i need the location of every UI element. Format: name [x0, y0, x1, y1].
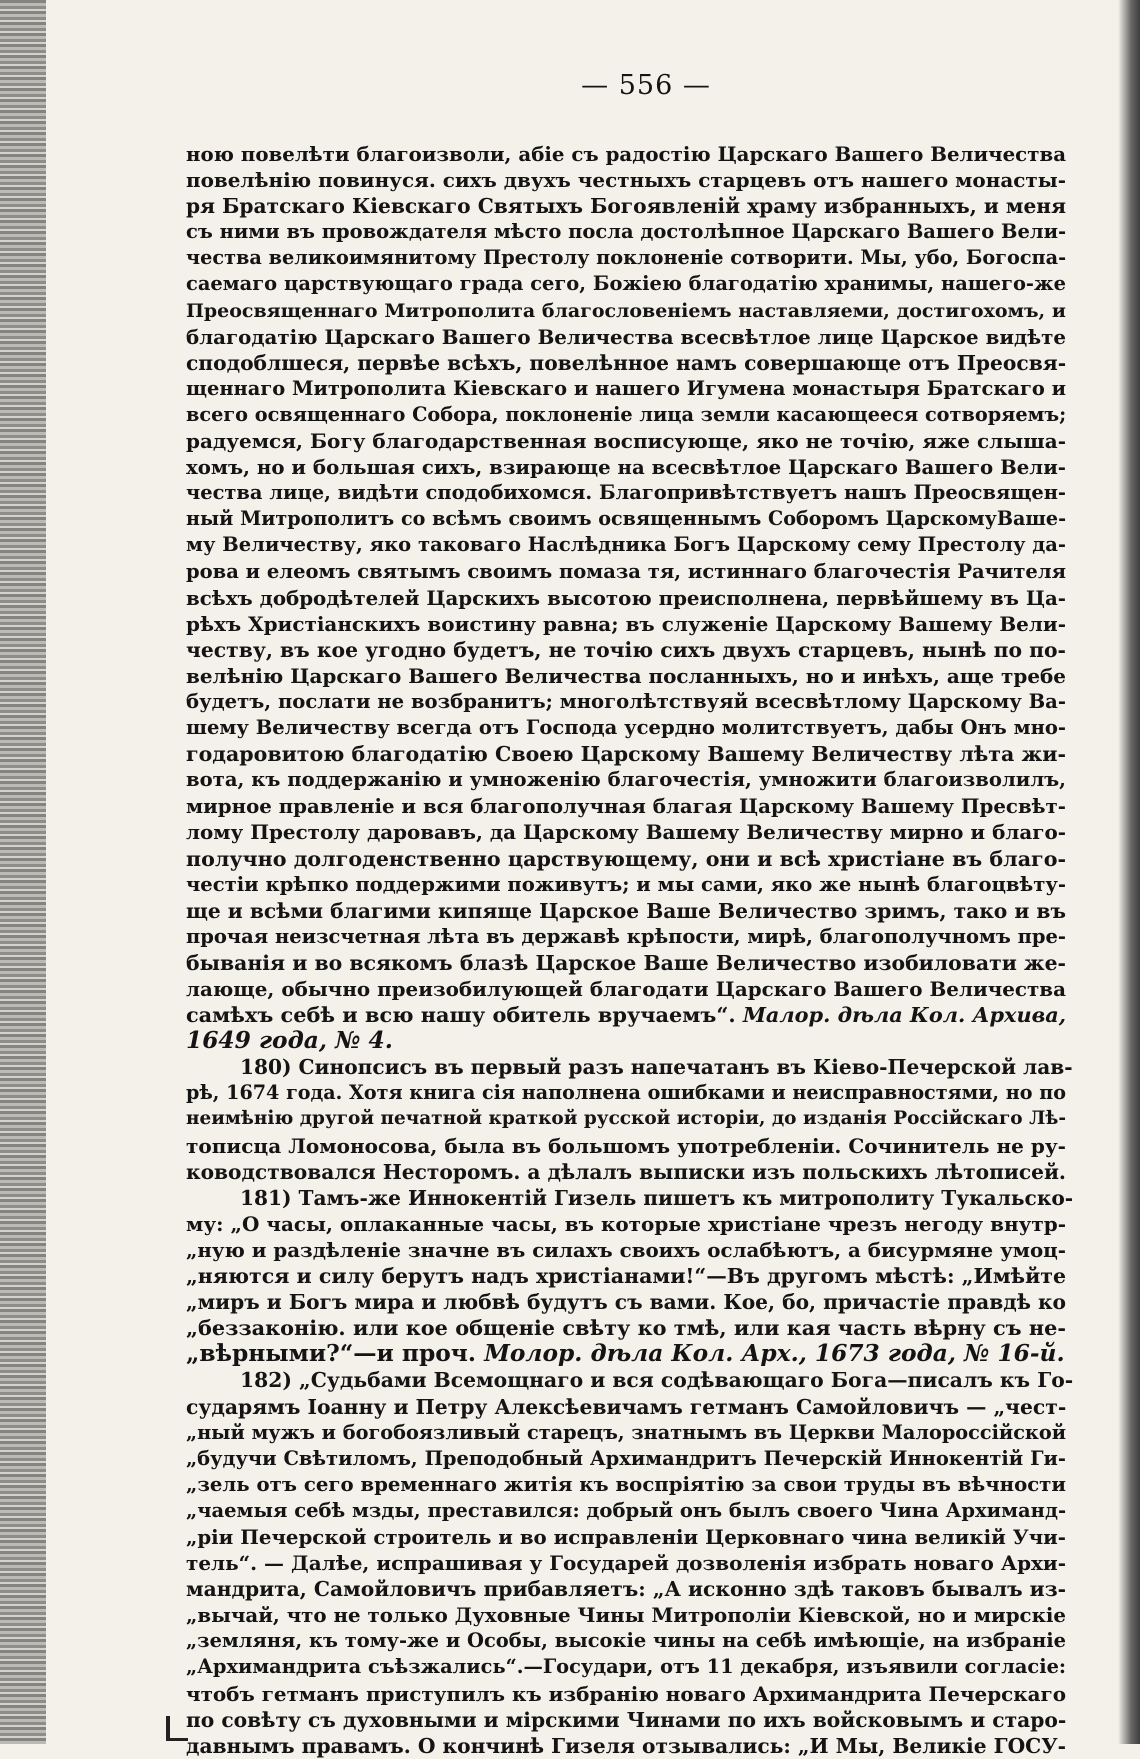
text-line: благодатію Царскаго Вашего Величества всесвѣтлое лице Царское видѣте [186, 324, 1066, 349]
text-line: „земляня, къ тому-же и Особы, высокіе чины на себѣ имѣющіе, на избраніе [186, 1629, 1066, 1653]
text-line: по совѣту съ духовными и мірскими Чинами по ихъ войсковымъ и старо- [186, 1707, 1067, 1732]
text-line: ною повелѣти благоизволи, абіе съ радостію Царскаго Вашего Величества [186, 142, 1066, 166]
text-line: давнымъ правамъ. О кончинѣ Гизеля отзывались: „И Мы, Великіе ГОСУ- [186, 1733, 1066, 1758]
text-line: „беззаконію. или кое общеніе свѣту ко тмѣ, или кая часть вѣрну съ не- [186, 1315, 1066, 1341]
text-line: будетъ, послати не возбранитъ; многолѣтствуяй всесвѣтлому Царскому Ва- [186, 689, 1066, 713]
text-line: всѣхъ добродѣтелей Царскихъ высотою преисполнена, первѣйшему въ Ца- [186, 585, 1066, 610]
text-line: ще и всѣми благими кипяще Царское Ваше Величество зримъ, тако и въ [186, 898, 1066, 923]
scan-corner-mark [166, 1716, 188, 1741]
text-line: „чаемыя себѣ мзды, преставился: добрый онъ былъ своего Чина Архиманд- [186, 1498, 1067, 1522]
text-line: чтобъ гетманъ приступилъ къ избранію новаго Архимандрита Печерскаго [186, 1681, 1066, 1706]
document-page [186, 70, 1074, 1759]
page-number: — 556 — [581, 70, 711, 101]
text-line: радуемся, Богу благодарственная восписующе, яко не точію, яже слыша- [186, 429, 1066, 454]
text-line: вота, къ поддержанію и умноженію благочестія, умножити благоизволилъ, [186, 768, 1066, 792]
text-line: щеннаго Митрополита Кіевскаго и нашего Игумена монастыря Братскаго и [186, 376, 1066, 400]
text-line: мирное правленіе и вся благополучная благая Царскому Вашему Пресвѣт- [186, 794, 1066, 819]
text-line: ководствовался Несторомъ. а дѣлалъ выписки изъ польскихъ лѣтописей. [186, 1159, 1066, 1184]
text-line: „ріи Печерской строитель и во исправленіи Церковнаго чина великій Учи- [186, 1524, 1066, 1549]
text-line: „вычай, что не только Духовные Чины Митрополіи Кіевской, но и мирскіе [186, 1603, 1066, 1628]
text-line: лому Престолу даровавъ, да Царскому Вашему Величеству мирно и благо- [186, 820, 1066, 845]
text-line: рова и елеомъ святымъ своимъ помаза тя, истиннаго благочестія Рачителя [186, 559, 1066, 583]
text-line: рѣ, 1674 года. Хотя книга сія наполнена ошибками и неисправностями, но по [186, 1081, 1066, 1105]
text-line: „ный мужъ и богобоязливый старецъ, знатнымъ въ Церкви Малороссійской [186, 1420, 1066, 1444]
paragraph-continuation [186, 141, 1066, 1054]
page-body [186, 141, 1074, 1759]
text-line: „зель отъ сего временнаго житія къ воспріятію за свои труды въ вѣчности [186, 1472, 1066, 1496]
text-line: шему Величеству всегда отъ Господа усердно молитствуетъ, дабы Онъ мно- [186, 716, 1066, 740]
text-line: Преосвященнаго Митрополита благословеніемъ наставляеми, достигохомъ, и [186, 299, 1066, 322]
text-line: „ную и раздѣленіе значне въ силахъ своихъ ослабѣютъ, а бисурмяне умоц- [186, 1237, 1066, 1262]
text-line: 181) Тамъ-же Иннокентій Гизель пишетъ къ митрополиту Тукальско- [240, 1185, 1074, 1210]
footnote-182 [186, 1367, 1074, 1758]
footnote-181 [186, 1185, 1074, 1368]
text-line: самѣхъ себѣ и всю нашу обитель вручаемъ“. [186, 1002, 736, 1028]
text-line: тописца Ломоносова, была въ большомъ употребленіи. Сочинитель не ру- [186, 1133, 1066, 1158]
text-line: съ ними въ провождателя мѣсто посла достолѣпное Царскаго Вашего Вели- [186, 220, 1067, 244]
text-line-with-reference [186, 1341, 1066, 1367]
text-line: лающе, обычно преизобилующей благодати Царскаго Вашего Величества [186, 977, 1066, 1001]
text-line: ря Братскаго Кіевскаго Святыхъ Богоявленій храму избранныхъ, и меня [186, 194, 1066, 219]
text-line: хомъ, но и большая сихъ, взирающе на всесвѣтлое Царскаго Вашего Вели- [186, 455, 1066, 480]
archive-reference: Малор. дѣла Кол. Архива, [742, 1002, 1067, 1028]
text-line: сподоблшеся, первѣе всѣхъ, повелѣнное намъ совершающе отъ Преосвя- [186, 350, 1067, 375]
text-line: чества лице, видѣти сподобихомся. Благопривѣтствуетъ нашъ Преосвящен- [186, 481, 1066, 505]
archive-reference: Молор. дѣла Кол. Арх., 1673 года, № 16-й. [484, 1340, 1065, 1368]
text-line: „няются и силу берутъ надъ христіанами!“—Въ другомъ мѣстѣ: „Имѣйте [186, 1264, 1067, 1289]
text-line: чества великоимянитому Престолу поклоненіе сотворити. Мы, убо, Богоспа- [186, 246, 1067, 270]
text-line: получно долгоденственно царствующему, они и всѣ христіане въ благо- [186, 846, 1066, 871]
text-line: 180) Синопсисъ въ первый разъ напечатанъ въ Кіево-Печерской лав- [240, 1055, 1073, 1080]
text-line: повелѣнію повинуся. сихъ двухъ честныхъ старцевъ отъ нашего монасты- [186, 168, 1066, 193]
text-line: „миръ и Богъ мира и любвѣ будутъ съ вами. Кое, бо, причастіе правдѣ ко [186, 1290, 1066, 1315]
text-line: тель“. — Далѣе, испрашивая у Государей дозволенія избрать новаго Архи- [186, 1551, 1066, 1576]
scan-shadow-left [0, 0, 46, 1744]
text-line: велѣнію Царскаго Вашего Величества посланныхъ, но и инѣхъ, аще требе [186, 663, 1066, 688]
text-line-with-reference [186, 1002, 1066, 1028]
text-line: неимѣнію другой печатной краткой русской исторіи, до изданія Россійскаго Лѣ- [186, 1108, 1066, 1130]
text-line: сударямъ Іоанну и Петру Алексѣевичамъ гетманъ Самойловичъ — „чест- [186, 1394, 1067, 1419]
text-line: „будучи Свѣтиломъ, Преподобный Архимандритъ Печерскій Иннокентій Ги- [186, 1446, 1066, 1470]
text-line: честву, въ кое угодно будетъ, не точію сихъ двухъ старцевъ, нынѣ по по- [186, 637, 1066, 662]
text-line: всего освященнаго Собора, поклоненіе лица земли касающееся сотворяемъ; [186, 402, 1067, 426]
text-line: годаровитою благодатію Своею Царскому Вашему Величеству лѣта жи- [186, 742, 1066, 767]
text-line: „Архимандрита съѣзжались“.—Государи, отъ 11 декабря, изъявили согласіе: [186, 1655, 1067, 1679]
text-line: „вѣрными?“—и проч. [186, 1340, 476, 1368]
text-line: честіи крѣпко поддержими поживутъ; и мы сами, яко же нынѣ благоцвѣту- [186, 872, 1066, 896]
text-line: мандрита, Самойловичъ прибавляетъ: „А исконно здѣ таковъ бывалъ из- [186, 1577, 1066, 1602]
text-line: быванія и во всякомъ блазѣ Царское Ваше Величество изобиловати же- [186, 950, 1066, 975]
text-line: прочая неизсчетная лѣта въ державѣ крѣпости, мирѣ, благополучномъ пре- [186, 924, 1066, 948]
footnote-180 [186, 1054, 1073, 1184]
text-line: ный Митрополитъ со всѣмъ своимъ освященнымъ Соборомъ ЦарскомуВаше- [186, 507, 1066, 531]
text-line: 182) „Судьбами Всемощнаго и вся содѣвающаго Бога—писалъ къ Го- [240, 1368, 1074, 1393]
text-line: му Величеству, яко таковаго Наслѣдника Богъ Царскому сему Престолу да- [186, 533, 1066, 557]
text-line: му: „О часы, оплаканные часы, въ которые христіане чрезъ негоду внутр- [186, 1211, 1066, 1236]
scan-shadow-right [1118, 0, 1140, 1744]
text-line: саемаго царствующаго града сего, Божіею благодатію хранимы, нашего-же [186, 272, 1066, 296]
text-line: рѣхъ Христіанскихъ воистину равна; въ служеніе Царскому Вашему Вели- [186, 611, 1066, 636]
archive-reference-tail: 1649 года, № 4. [186, 1027, 393, 1055]
